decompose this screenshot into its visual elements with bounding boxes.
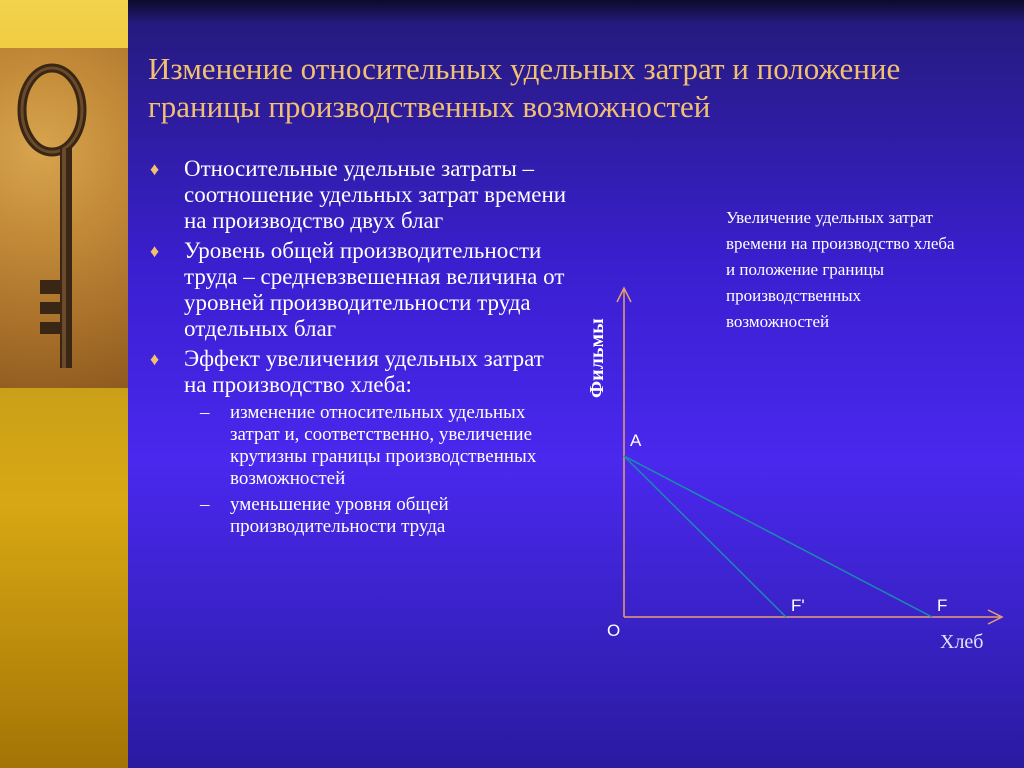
y-axis-label: Фильмы bbox=[586, 318, 608, 398]
bullet-text: Уровень общей производительности труда – средневзвешенная величина от уровней производительности труда отдельных благ bbox=[184, 238, 565, 341]
dash-marker: – bbox=[200, 494, 210, 515]
point-origin-label: O bbox=[607, 621, 621, 640]
bullet-text: Эффект увеличения удельных затрат на производство хлеба: bbox=[184, 346, 544, 397]
frontier-af bbox=[624, 456, 932, 617]
dash-marker: – bbox=[200, 402, 210, 423]
point-f-prime-label: F' bbox=[791, 596, 805, 615]
slide-title: Изменение относительных удельных затрат и положение границы производственных возможностей bbox=[148, 51, 901, 124]
diamond-icon: ♦ bbox=[150, 159, 160, 179]
diamond-icon: ♦ bbox=[150, 349, 160, 369]
sub-bullet-text: уменьшение уровня общей производительности труда bbox=[230, 494, 449, 537]
frontier-af-prime bbox=[624, 456, 786, 617]
sub-bullet-text: изменение относительных удельных затрат и, соответственно, увеличение крутизны границы производственных возможностей bbox=[230, 402, 537, 489]
diagram-caption: Увеличение удельных затрат времени на производство хлеба и положение границы производственных возможностей bbox=[726, 208, 955, 331]
diamond-icon: ♦ bbox=[150, 241, 160, 261]
x-axis-label: Хлеб bbox=[940, 631, 984, 653]
bullet-text: Относительные удельные затраты – соотношение удельных затрат времени на производство двух благ bbox=[184, 156, 567, 233]
point-f-label: F bbox=[937, 596, 948, 615]
point-a-label: A bbox=[630, 431, 642, 450]
